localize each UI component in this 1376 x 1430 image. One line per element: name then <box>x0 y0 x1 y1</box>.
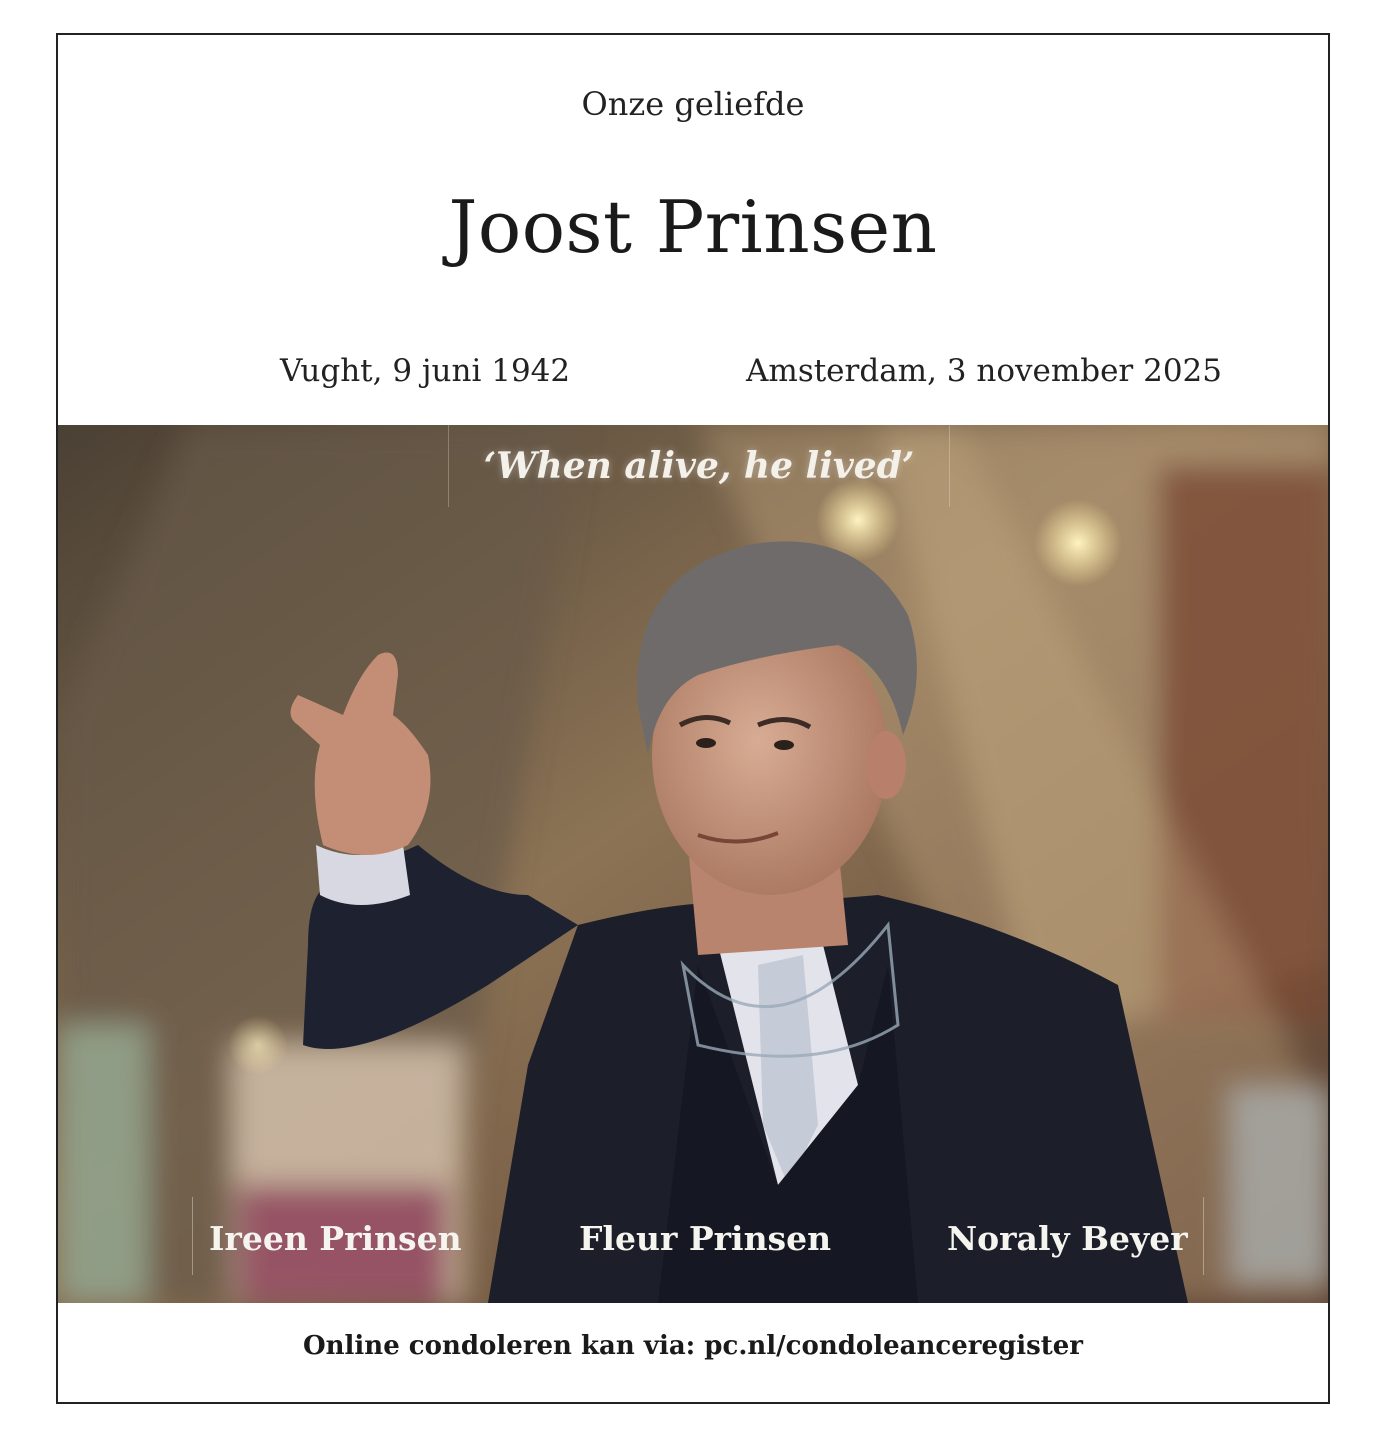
condolence-info: Online condoleren kan via: pc.nl/condoleanceregister <box>303 1331 1083 1361</box>
birth-place-date: Vught, 9 juni 1942 <box>280 353 571 389</box>
family-names <box>192 1197 1204 1275</box>
portrait-illustration <box>58 425 1330 1303</box>
family-member-fleur: Fleur Prinsen <box>579 1219 832 1258</box>
deceased-name: Joost Prinsen <box>448 185 938 269</box>
memorial-quote: ‘When alive, he lived’ <box>448 425 950 507</box>
family-member-ireen: Ireen Prinsen <box>209 1219 462 1258</box>
obituary-notice <box>56 33 1330 1404</box>
death-place-date: Amsterdam, 3 november 2025 <box>746 353 1222 389</box>
portrait-photo <box>58 425 1330 1303</box>
family-member-noraly: Noraly Beyer <box>947 1219 1188 1258</box>
intro-text: Onze geliefde <box>581 85 805 123</box>
